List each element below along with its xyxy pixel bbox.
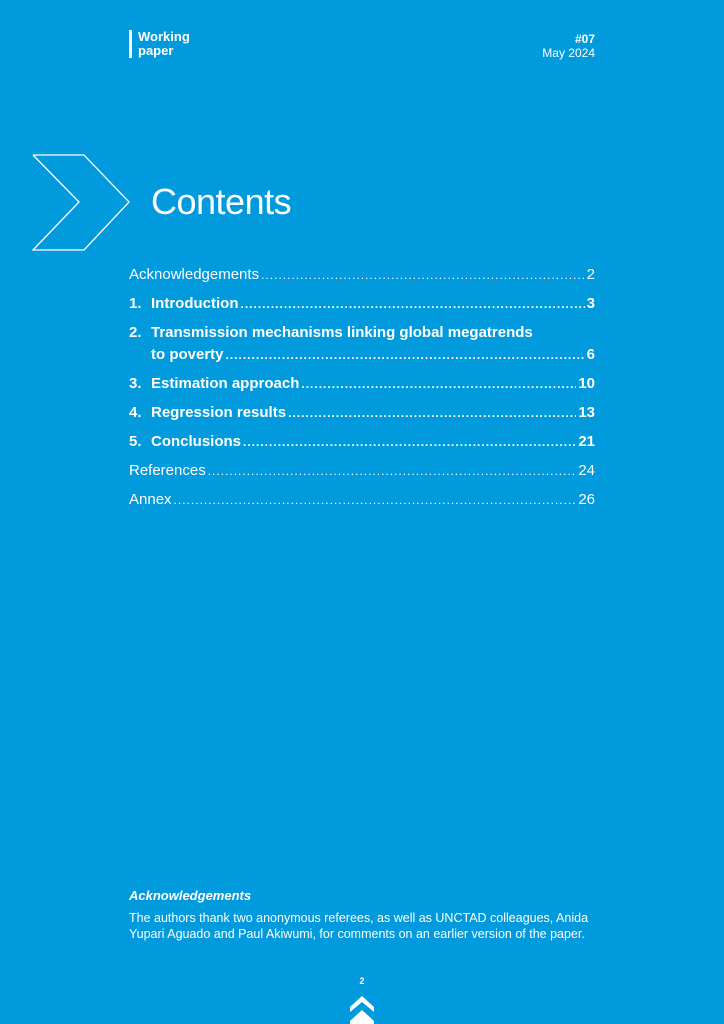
- double-chevron-up-icon[interactable]: [348, 994, 376, 1024]
- page-title: Contents: [151, 181, 292, 222]
- toc-item-title: Estimation approach: [151, 375, 300, 392]
- toc-leader-dots: [240, 293, 584, 315]
- toc-item-number: 3.: [129, 375, 142, 392]
- toc-item-page: 3: [586, 295, 595, 312]
- toc-item-title: References: [129, 462, 206, 479]
- issue-date: May 2024: [542, 46, 595, 60]
- toc-leader-dots: [174, 489, 577, 511]
- toc-item-number: 4.: [129, 404, 142, 421]
- toc-item-row-2: [129, 344, 595, 366]
- toc-item-page: 13: [578, 404, 595, 421]
- chevron-outline-icon: [30, 152, 134, 256]
- issue-number: #07: [574, 32, 595, 46]
- acknowledgements-heading: Acknowledgements: [129, 888, 252, 903]
- toc-item-introduction[interactable]: [129, 293, 595, 322]
- table-of-contents: [129, 264, 595, 518]
- toc-item-annex[interactable]: [129, 489, 595, 518]
- toc-item-acknowledgements[interactable]: [129, 264, 595, 293]
- toc-item-title: Introduction: [151, 295, 239, 312]
- toc-item-page: 6: [586, 346, 595, 363]
- acknowledgements-note: [129, 888, 599, 942]
- series-label-line2: paper: [138, 43, 174, 58]
- toc-item-row-1: [129, 322, 595, 344]
- toc-leader-dots: [208, 460, 577, 482]
- toc-item-references[interactable]: [129, 460, 595, 489]
- toc-leader-dots: [226, 344, 585, 366]
- toc-item-estimation-approach[interactable]: [129, 373, 595, 402]
- toc-item-title-line2: to poverty: [151, 346, 224, 363]
- toc-item-transmission-mechanisms[interactable]: [129, 322, 595, 366]
- toc-item-page: 26: [578, 491, 595, 508]
- toc-item-page: 21: [578, 433, 595, 450]
- toc-item-page: 10: [578, 375, 595, 392]
- toc-item-conclusions[interactable]: [129, 431, 595, 460]
- toc-item-title: Acknowledgements: [129, 266, 260, 283]
- toc-item-title: Annex: [129, 491, 172, 508]
- acknowledgements-text: The authors thank two anonymous referees, as well as UNCTAD colleagues, Anida Yupari Aguado and Paul Akiwumi, for comments on an earlier version of the paper.: [129, 911, 589, 941]
- toc-leader-dots: [288, 402, 576, 424]
- toc-item-page: 2: [586, 266, 595, 283]
- toc-item-title: Conclusions: [151, 433, 242, 450]
- page-number: 2: [359, 976, 365, 986]
- toc-item-number: 1.: [129, 295, 142, 312]
- toc-item-title-line1: Transmission mechanisms linking global megatrends: [151, 324, 533, 341]
- toc-item-number: 2.: [129, 324, 142, 341]
- toc-leader-dots: [243, 431, 576, 453]
- toc-item-title: Regression results: [151, 404, 287, 421]
- toc-item-page: 24: [578, 462, 595, 479]
- issue-info: [542, 32, 595, 60]
- toc-leader-dots: [301, 373, 576, 395]
- toc-leader-dots: [261, 264, 585, 286]
- toc-item-number: 5.: [129, 433, 142, 450]
- series-label: [129, 30, 190, 58]
- toc-item-regression-results[interactable]: [129, 402, 595, 431]
- series-label-line1: Working: [138, 29, 190, 44]
